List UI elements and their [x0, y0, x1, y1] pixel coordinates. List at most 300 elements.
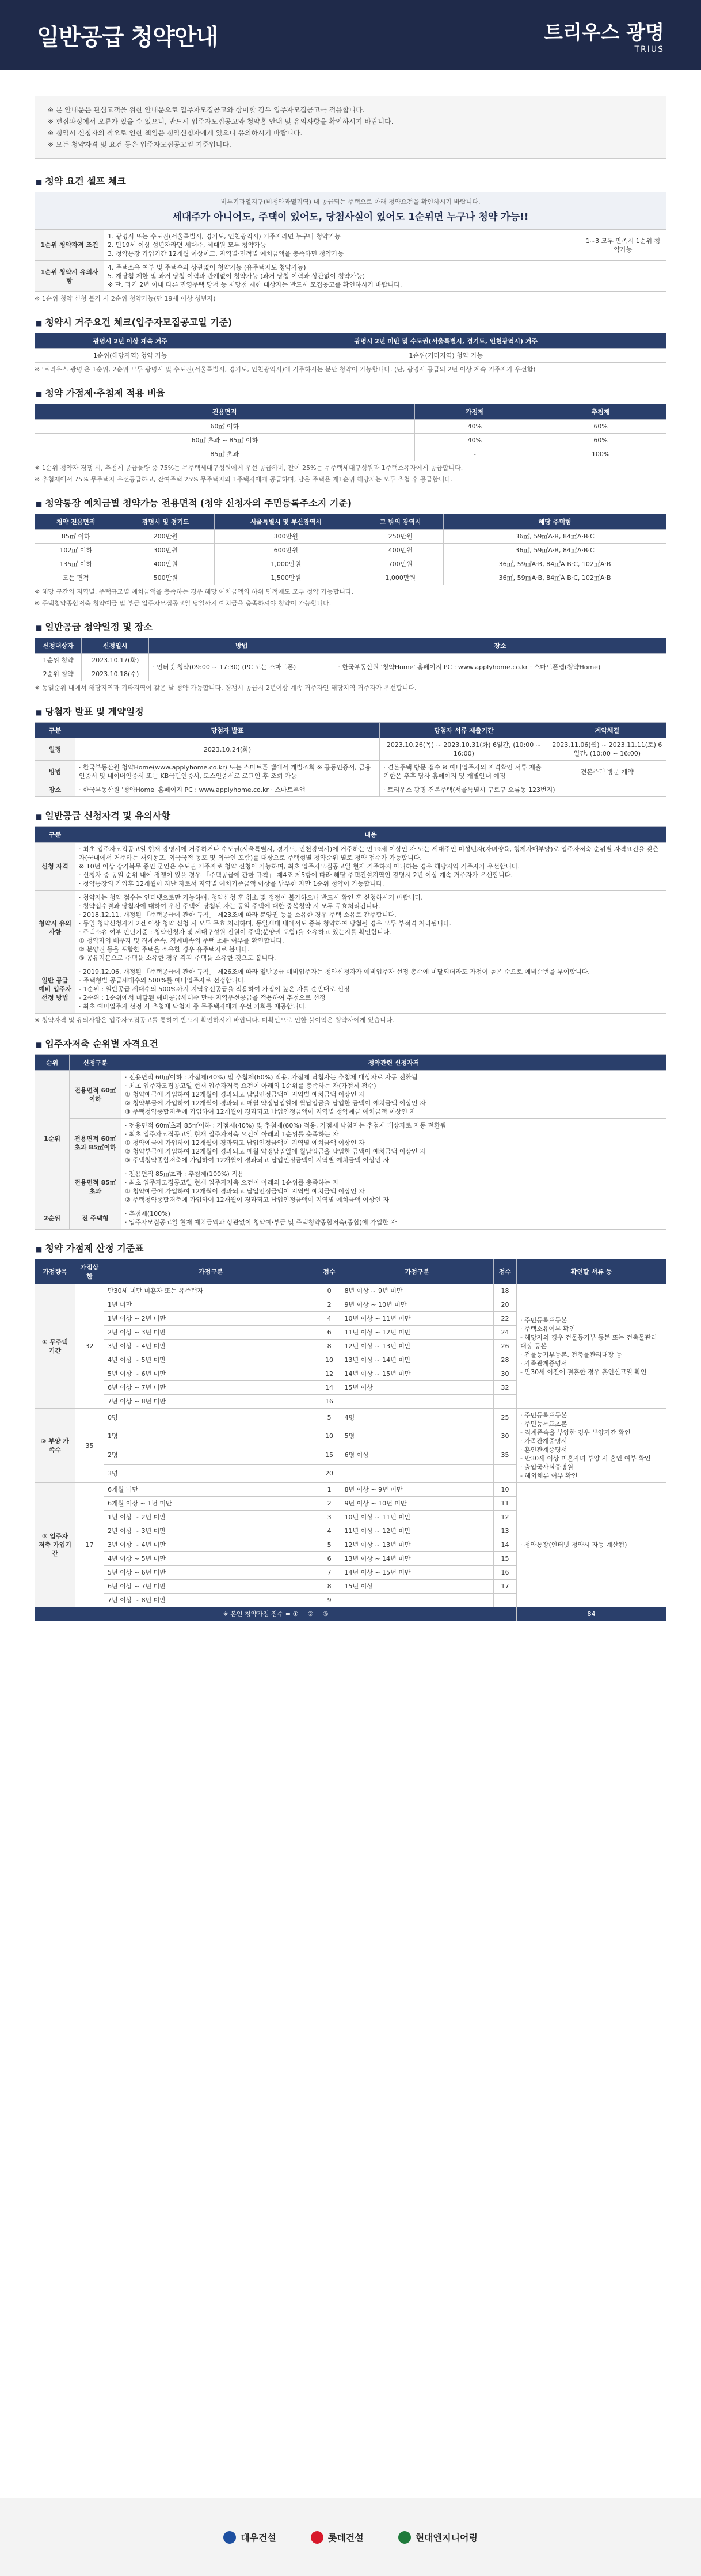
brand-name: 트리우스 광명 [544, 21, 664, 44]
table-cell: 60㎡ 초과 ~ 85㎡ 이하 [35, 434, 415, 447]
table-cell: 400만원 [117, 557, 214, 571]
table-row [35, 1167, 666, 1207]
doc-item: - 해당자의 경우 건물등기부 등본 또는 건축물관리대장 등본 [520, 1334, 657, 1350]
table-cell: 600만원 [214, 544, 357, 557]
score-range: 9년 이상 ~ 10년 미만 [341, 1497, 493, 1511]
score-docs [517, 1284, 666, 1409]
score-points: 4 [318, 1312, 341, 1326]
item: ③ 주택청약종합저축에 가입하여 12개월이 경과되고 납입인정금액이 지역별 예치금액 이상인 자 [125, 1156, 390, 1164]
column-header: 당첨자 발표 [75, 723, 380, 738]
column-header: 서울특별시 및 부산광역시 [214, 514, 357, 530]
score-range: 만30세 미만 미혼자 또는 유주택자 [104, 1284, 318, 1298]
score-points: 15 [494, 1552, 517, 1566]
score-range: 14년 이상 ~ 15년 미만 [341, 1566, 493, 1580]
logo-text: 현대엔지니어링 [415, 2532, 478, 2543]
doc-item: · 건물등기부등본, 건축물관리대장 등 [520, 1351, 622, 1359]
rank-label: 2순위 [35, 1207, 70, 1230]
score-range: 5년 이상 ~ 6년 미만 [104, 1367, 318, 1381]
score-max: 35 [75, 1409, 104, 1483]
row-content [104, 230, 580, 261]
score-range: 1년 미만 [104, 1298, 318, 1312]
column-header: 당첨자 서류 제출기간 [380, 723, 548, 738]
table-cell: 500만원 [117, 571, 214, 585]
score-range: 15년 이상 [341, 1580, 493, 1594]
rank-label: 1순위 [35, 1071, 70, 1207]
table-cell: 36㎡, 59㎡A·B, 84㎡A·B·C [444, 530, 666, 544]
section-marker-icon: ■ [36, 178, 43, 186]
item: · 청약자는 청약 접수는 인터넷으로만 가능하며, 청약신청 후 취소 및 정정이 불가하오니 반드시 확인 후 신청하시기 바랍니다. [79, 894, 423, 901]
table-cell: 36㎡, 59㎡A·B, 84㎡A·B·C [444, 544, 666, 557]
score-range: 4명 [341, 1409, 493, 1427]
total-row [35, 1607, 666, 1621]
eligibility-table [35, 229, 666, 292]
section-note: ※ 주택청약종합저축 청약예금 및 부금 입주자모집공고일 당일까지 예치금을 충족하셔야 청약이 가능합니다. [35, 600, 332, 607]
section-marker-icon: ■ [36, 1041, 43, 1049]
score-range: 3명 [104, 1464, 318, 1482]
score-points: 26 [494, 1340, 517, 1353]
place-cell: · 한국부동산원 '청약Home' 홈페이지 PC : www.applyhome.co.kr · 스마트폰앱(청약Home) [334, 654, 666, 681]
score-points: 4 [318, 1524, 341, 1538]
ratio-table [35, 404, 666, 461]
score-range: 1명 [104, 1427, 318, 1446]
score-points: 28 [494, 1353, 517, 1367]
score-range: 15년 이상 [341, 1381, 493, 1395]
score-points: 14 [318, 1381, 341, 1395]
table-cell: 1순위 청약 [35, 654, 82, 667]
table-cell: 200만원 [117, 530, 214, 544]
total-value: 84 [517, 1607, 666, 1621]
score-range: 8년 이상 ~ 9년 미만 [341, 1483, 493, 1497]
row-label: 일반 공급 예비 입주자 선정 방법 [35, 965, 75, 1014]
row-label: 청약시 유의 사항 [35, 891, 75, 965]
rank-table [35, 1054, 666, 1230]
table-row [35, 557, 666, 571]
score-points: 10 [494, 1483, 517, 1497]
score-range: 6년 이상 ~ 7년 미만 [104, 1580, 318, 1594]
score-points: 12 [318, 1367, 341, 1381]
item: · 최초 예비입주자 선정 시 추첨제 낙첨자 중 무주택자에게 우선 기회를 제공합니다. [79, 1003, 307, 1010]
page-header [0, 0, 701, 70]
table-cell: 40% [414, 420, 535, 434]
column-header: 청약관련 신청자격 [121, 1055, 666, 1071]
column-header: 그 밖의 광역시 [357, 514, 444, 530]
brand [544, 17, 664, 54]
item: - 주택형별 공급세대수의 500%를 예비입주자로 선정합니다. [79, 977, 246, 984]
item: ② 주택청약종합저축에 가입하여 12개월이 경과되고 납입인정금액이 지역별 예치금액 이상인 자 [125, 1196, 390, 1204]
score-points: 1 [318, 1483, 341, 1497]
table-row [35, 1071, 666, 1119]
score-range: 9년 이상 ~ 10년 미만 [341, 1298, 493, 1312]
doc-item: · 가족관계증명서 [520, 1360, 567, 1367]
section-title [35, 386, 666, 399]
score-row [35, 1284, 666, 1298]
score-points: 35 [494, 1446, 517, 1464]
section-note: ※ 추첨제에서 75% 무주택자 우선공급하고, 잔여주택 25% 무주택자와 1주택자에게 공급하며, 남은 주택은 제1순위 해당자는 모두 추첨 후 공급합니다. [35, 476, 453, 483]
table-row [35, 447, 666, 461]
score-points: 20 [318, 1464, 341, 1482]
table-cell: · 트리우스 광명 견본주택(서울특별시 구로구 오류동 123번지) [380, 783, 666, 797]
score-table [35, 1259, 666, 1621]
table-cell: 1순위(해당지역) 청약 가능 [35, 349, 226, 363]
score-item: ② 부양 가족수 [35, 1409, 75, 1483]
item: ① 청약자의 배우자 및 직계존속, 직계비속의 주택 소유 여부를 확인합니다. [79, 937, 284, 944]
column-header: 구분 [35, 827, 75, 843]
banner-headline: 세대주가 아니어도, 주택이 있어도, 당첨사실이 있어도 1순위면 누구나 청약 가능!! [172, 211, 529, 223]
score-range: 7년 이상 ~ 8년 미만 [104, 1594, 318, 1607]
doc-item: · 주민등록표초본 [520, 1420, 567, 1428]
score-points: 9 [318, 1594, 341, 1607]
item: ② 분양권 등을 포함한 주택을 소유한 경우 유주택자로 봅니다. [79, 946, 250, 953]
score-points: 13 [494, 1524, 517, 1538]
notice-line: ※ 본 안내문은 관심고객을 위한 안내문으로 입주자모집공고와 상이할 경우 입주자모집공고를 적용합니다. [48, 106, 365, 114]
score-points: 22 [494, 1312, 517, 1326]
score-points: 32 [494, 1381, 517, 1395]
section-title-text: 청약시 거주요건 체크(입주자모집공고일 기준) [45, 317, 233, 328]
table-row [35, 843, 666, 891]
item: 2. 만19세 이상 성년자라면 세대주, 세대원 모두 청약가능 [108, 241, 266, 249]
group-content [121, 1071, 666, 1119]
banner-subtext: 비투기과열지구(비청약과열지역) 내 공급되는 주택으로 아래 청약요건을 확인하시기 바랍니다. [220, 198, 481, 206]
table-row [35, 420, 666, 434]
score-range: 14년 이상 ~ 15년 미만 [341, 1367, 493, 1381]
score-points: 8 [318, 1580, 341, 1594]
eligibility-banner [35, 192, 666, 229]
group-label: 전 주택형 [70, 1207, 121, 1230]
table-cell: 일정 [35, 738, 75, 761]
group-label: 전용면적 60㎡초과 85㎡이하 [70, 1119, 121, 1167]
score-range: 12년 이상 ~ 13년 미만 [341, 1340, 493, 1353]
column-header: 광명시 2년 미만 및 수도권(서울특별시, 경기도, 인천광역시) 거주 [226, 333, 666, 349]
notice-line: ※ 편집과정에서 오류가 있을 수 있으니, 반드시 입주자모집공고와 청약홈 안내 및 유의사항을 확인하시기 바랍니다. [48, 117, 394, 126]
column-header: 가점구분 [341, 1259, 493, 1284]
item: - 1순위 : 일반공급 세대수의 500%까지 지역우선공급을 적용하여 가점이 높은 자를 순번대로 선정 [79, 985, 350, 993]
item: ※ 10년 이상 장기복무 중인 군인은 수도권 거주자로 청약 신청이 가능하며, 최초 입주자모집공고일 현재 거주하지 아니하는 경우 해당지역 거주자가 우선합니다. [79, 863, 520, 870]
table-cell: 40% [414, 434, 535, 447]
score-range: 2년 이상 ~ 3년 미만 [104, 1326, 318, 1340]
column-header: 광명시 및 경기도 [117, 514, 214, 530]
table-cell: · 한국부동산원 '청약Home' 홈페이지 PC : www.applyhome.co.kr · 스마트폰앱 [75, 783, 380, 797]
daewoo-logo-icon [223, 2531, 236, 2544]
doc-item: · 주택소유여부 확인 [520, 1325, 576, 1333]
table-row [35, 654, 666, 667]
lotte-logo-icon [311, 2531, 323, 2544]
score-range: 4년 이상 ~ 5년 미만 [104, 1353, 318, 1367]
score-range: 13년 이상 ~ 14년 미만 [341, 1552, 493, 1566]
score-range: 6개월 이상 ~ 1년 미만 [104, 1497, 318, 1511]
column-header: 해당 주택형 [444, 514, 666, 530]
item: ① 청약예금에 가입하여 12개월이 경과되고 납입인정금액이 지역별 예치금액 이상인 자 [125, 1091, 365, 1098]
table-cell: 36㎡, 59㎡A·B, 84㎡A·B·C, 102㎡A·B [444, 557, 666, 571]
score-points: 30 [494, 1367, 517, 1381]
doc-item: - 만30세 이상 미혼자녀 부양 시 혼인 여부 확인 [520, 1455, 651, 1462]
section-title [35, 315, 666, 328]
item: · 추첨제(100%) [125, 1210, 170, 1217]
table-row [35, 783, 666, 797]
section-note: ※ '트리우스 광명'은 1순위, 2순위 모두 광명시 및 수도권(서울특별시, 경기도, 인천광역시)에 거주하시는 분만 청약이 가능합니다. (단, 광명시 공급의 2년 이상 계속 거주자가 우선함) [35, 366, 536, 373]
score-range: 8년 이상 ~ 9년 미만 [341, 1284, 493, 1298]
score-points [494, 1594, 517, 1607]
score-points: 12 [494, 1511, 517, 1524]
section-title [35, 809, 666, 822]
item: · 최초 입주자모집공고일 현재 입주자저축 요건이 아래의 1순위를 충족하는 자(가점제 점수) [125, 1082, 376, 1090]
section-marker-icon: ■ [36, 708, 43, 716]
score-points: 11 [494, 1497, 517, 1511]
deposit-table [35, 514, 666, 585]
column-header: 전용면적 [35, 404, 415, 420]
table-row [35, 544, 666, 557]
score-points: 6 [318, 1326, 341, 1340]
score-docs [517, 1483, 666, 1607]
item: 1. 광명시 또는 수도권(서울특별시, 경기도, 인천광역시) 거주자라면 누구나 청약가능 [108, 233, 341, 240]
section-title-text: 청약통장 예치금별 청약가능 전용면적 (청약 신청자의 주민등록주소지 기준) [45, 498, 352, 509]
column-header: 방법 [149, 638, 334, 654]
score-points: 5 [318, 1409, 341, 1427]
item: · 전용면적 60㎡초과 85㎡이하 : 가점제(40%) 및 추첨제(60%) 적용, 가점제 낙첨자는 추첨제 대상자로 자동 전환됨 [125, 1122, 447, 1129]
column-header: 장소 [334, 638, 666, 654]
item: ① 청약예금에 가입하여 12개월이 경과되고 납입인정금액이 지역별 예치금액 이상인 자 [125, 1139, 365, 1147]
score-range: 11년 이상 ~ 12년 미만 [341, 1524, 493, 1538]
qualification-table [35, 826, 666, 1014]
table-cell: 60㎡ 이하 [35, 420, 415, 434]
section-marker-icon: ■ [36, 624, 43, 632]
score-max: 17 [75, 1483, 104, 1607]
section-marker-icon: ■ [36, 319, 43, 327]
logo-text: 롯데건설 [327, 2532, 364, 2543]
column-header: 가점구분 [104, 1259, 318, 1284]
doc-item: · 주민등록표등본 [520, 1317, 567, 1324]
table-cell: 2023.10.24(화) [75, 738, 380, 761]
section-title-text: 청약 가점제·추첨제 적용 비율 [45, 388, 165, 399]
column-header: 추첨제 [535, 404, 666, 420]
notice-line: ※ 청약시 신청자의 착오로 인한 책임은 청약신청자에게 있으니 유의하시기 바랍니다. [48, 129, 303, 137]
score-points: 15 [318, 1446, 341, 1464]
row-content [75, 891, 666, 965]
score-range: 1년 이상 ~ 2년 미만 [104, 1511, 318, 1524]
table-cell: · 한국부동산원 청약Home(www.applyhome.co.kr) 또는 스마트폰 앱에서 개별조회 ※ 공동인증서, 금융인증서 및 네이버인증서 또는 KB국민인증서, 토스인증서로 로그인 후 조회 가능 [75, 761, 380, 783]
row-content [75, 843, 666, 891]
doc-item: · 혼인관계증명서 [520, 1446, 567, 1454]
column-header: 가점항목 [35, 1259, 75, 1284]
section-marker-icon: ■ [36, 390, 43, 398]
item: - 2순위 : 1순위에서 미달된 예비공급세대수 만큼 지역우선공급을 적용하여 추첨으로 선정 [79, 994, 326, 1001]
table-cell: 모든 면적 [35, 571, 117, 585]
score-range: 6개월 미만 [104, 1483, 318, 1497]
section-note: ※ 해당 구간의 지역별, 주택규모별 예치금액을 충족하는 경우 해당 예치금액의 하위 면적에도 모두 청약 가능합니다. [35, 588, 353, 595]
section-title-text: 일반공급 청약일정 및 장소 [45, 621, 153, 632]
table-cell: 1,000만원 [214, 557, 357, 571]
item: ③ 공유지분으로 주택을 소유한 경우 각각 주택을 소유한 것으로 봅니다. [79, 954, 276, 962]
section-note: ※ 청약자격 및 유의사항은 입주자모집공고를 통하여 반드시 확인하시기 바랍니다. 미확인으로 인한 불이익은 청약자에게 있습니다. [35, 1016, 394, 1024]
column-header: 청약 전용면적 [35, 514, 117, 530]
row-result: 1~3 모두 만족시 1순위 청약가능 [580, 230, 666, 261]
section-note: ※ 동일순위 내에서 해당지역과 기타지역이 같은 날 청약 가능합니다. 경쟁시 공급시 2년이상 계속 거주자인 해당지역 거주자가 우선합니다. [35, 684, 417, 692]
score-points [494, 1464, 517, 1482]
table-cell: 85㎡ 초과 [35, 447, 415, 461]
column-header: 신청일시 [82, 638, 149, 654]
table-cell: 장소 [35, 783, 75, 797]
score-range [341, 1395, 493, 1409]
group-content [121, 1167, 666, 1207]
table-cell: 1,000만원 [357, 571, 444, 585]
section-marker-icon: ■ [36, 500, 43, 508]
score-range: 5명 [341, 1427, 493, 1446]
table-cell: 250만원 [357, 530, 444, 544]
table-cell: 2순위 청약 [35, 667, 82, 681]
table-cell: 2023.10.18(수) [82, 667, 149, 681]
score-docs [517, 1409, 666, 1483]
column-header: 순위 [35, 1055, 70, 1071]
column-header: 내용 [75, 827, 666, 843]
column-header: 광명시 2년 이상 계속 거주 [35, 333, 226, 349]
score-points: 10 [318, 1427, 341, 1446]
score-points: 14 [494, 1538, 517, 1552]
score-points: 20 [494, 1298, 517, 1312]
table-row [35, 571, 666, 585]
section-marker-icon: ■ [36, 813, 43, 821]
item: · 전용면적 85㎡초과 : 추첨제(100%) 적용 [125, 1170, 244, 1178]
section-title [35, 1037, 666, 1050]
table-cell: 2023.10.26(목) ~ 2023.10.31(화) 6일간, (10:00 ~ 16:00) [380, 738, 548, 761]
doc-item: · 가족관계증명서 [520, 1437, 567, 1445]
item: · 청약통장의 가입후 12개월이 지난 자로서 지역별 예치기준금액 이상을 납부한 자만 1순위 청약이 가능합니다. [79, 880, 384, 887]
column-header: 점수 [494, 1259, 517, 1284]
score-points: 24 [494, 1326, 517, 1340]
section-title-text: 청약 가점제 산정 기준표 [45, 1243, 144, 1254]
column-header: 계약체결 [548, 723, 666, 738]
column-header: 점수 [318, 1259, 341, 1284]
score-points: 8 [318, 1340, 341, 1353]
score-range: 1년 이상 ~ 2년 미만 [104, 1312, 318, 1326]
score-range [341, 1464, 493, 1482]
column-header: 신청대상자 [35, 638, 82, 654]
schedule-table [35, 638, 666, 681]
logo-daewoo [223, 2531, 276, 2544]
section-title-text: 일반공급 신청자격 및 유의사항 [45, 810, 170, 821]
table-cell: 2023.10.17(화) [82, 654, 149, 667]
score-points: 10 [318, 1353, 341, 1367]
table-row [35, 1119, 666, 1167]
group-label: 전용면적 85㎡초과 [70, 1167, 121, 1207]
item: · 신청자 중 동일 순위 내에 경쟁이 있을 경우 「주택공급에 관한 규칙」 제4조 제5항에 따라 해당 주택건설지역인 광명시 2년 이상 계속 거주자가 우선합니다. [79, 871, 513, 879]
score-range [341, 1594, 493, 1607]
table-cell: 2023.11.06(월) ~ 2023.11.11(토) 6일간, (10:00 ~ 16:00) [548, 738, 666, 761]
method-cell: · 인터넷 청약(09:00 ~ 17:30) (PC 또는 스마트폰) [149, 654, 334, 681]
table-cell: 방법 [35, 761, 75, 783]
group-content [121, 1207, 666, 1230]
hyundai-logo-icon [398, 2531, 411, 2544]
section-title-text: 청약 요건 셀프 체크 [45, 176, 126, 187]
section-title [35, 496, 666, 509]
score-range: 7년 이상 ~ 8년 미만 [104, 1395, 318, 1409]
score-range: 10년 이상 ~ 11년 미만 [341, 1511, 493, 1524]
score-range: 4년 이상 ~ 5년 미만 [104, 1552, 318, 1566]
notice-box [35, 96, 666, 159]
logo-lotte [311, 2531, 364, 2544]
score-points: 16 [318, 1395, 341, 1409]
score-points: 7 [318, 1566, 341, 1580]
section-title-text: 당첨자 발표 및 계약일정 [45, 706, 144, 717]
item: 4. 주택소유 여부 및 주택수와 상관없이 청약가능 (유주택자도 청약가능) [108, 264, 306, 271]
item: · 2018.12.11. 개정된 「주택공급에 관한 규칙」 제23조에 따라 분양권 등을 소유한 경우 주택 소유로 간주합니다. [79, 911, 397, 919]
section-title [35, 704, 666, 718]
doc-item: - 직계존속을 부양한 경우 부양기간 확인 [520, 1429, 631, 1436]
doc-item: · 청약통장(인터넷 청약시 자동 계산됨) [520, 1541, 627, 1549]
footer [0, 2498, 701, 2576]
item: 3. 청약통장 가입기간 12개월 이상이고, 지역별·면적별 예치금액을 충족하면 청약가능 [108, 250, 344, 257]
score-range: 10년 이상 ~ 11년 미만 [341, 1312, 493, 1326]
table-cell: 견본주택 방문 계약 [548, 761, 666, 783]
score-range: 3년 이상 ~ 4년 미만 [104, 1340, 318, 1353]
section-title [35, 620, 666, 633]
brand-subname: TRIUS [634, 44, 664, 54]
score-points: 25 [494, 1409, 517, 1427]
table-cell: 60% [535, 434, 666, 447]
score-points: 16 [494, 1566, 517, 1580]
column-header: 확인할 서류 등 [517, 1259, 666, 1284]
score-points: 2 [318, 1298, 341, 1312]
item: · 청약접수결과 당첨자에 대하여 우선 주택에 당첨된 자는 동일 주택에 대한 중복청약 시 모두 무효처리됩니다. [79, 902, 380, 910]
score-points: 6 [318, 1552, 341, 1566]
table-cell: 135㎡ 이하 [35, 557, 117, 571]
table-cell: 100% [535, 447, 666, 461]
column-header: 신청구분 [70, 1055, 121, 1071]
table-cell: 36㎡, 59㎡A·B, 84㎡A·B·C, 102㎡A·B [444, 571, 666, 585]
doc-item: · 주민등록표등본 [520, 1412, 567, 1419]
table-cell: 1,500만원 [214, 571, 357, 585]
section-title [35, 174, 666, 187]
group-content [121, 1119, 666, 1167]
total-label: ※ 본인 청약가점 점수 = ① + ② + ③ [35, 1607, 517, 1621]
section-title [35, 1241, 666, 1254]
page-title: 일반공급 청약안내 [37, 24, 218, 51]
score-range: 11년 이상 ~ 12년 미만 [341, 1326, 493, 1340]
logo-hyundai [398, 2531, 478, 2544]
score-range: 2년 이상 ~ 3년 미만 [104, 1524, 318, 1538]
item: ※ 단, 과거 2년 이내 다른 민영주택 당첨 등 재당첨 제한 대상자는 반드시 모집공고를 확인하시기 바랍니다. [108, 281, 402, 289]
item: · 입주자모집공고일 현재 예치금액과 상관없이 청약예·부금 및 주택청약종합저축(종합)에 가입한 자 [125, 1219, 397, 1226]
row-content [104, 261, 666, 292]
table-cell: 85㎡ 이하 [35, 530, 117, 544]
score-range: 2명 [104, 1446, 318, 1464]
item: · 전용면적 60㎡이하 : 가점제(40%) 및 추첨제(60%) 적용, 가점제 낙첨자는 추첨제 대상자로 자동 전환됨 [125, 1073, 418, 1081]
item: · 2019.12.06. 개정된 「주택공급에 관한 규칙」 제26조에 따라 일반공급 예비입주자는 청약신청자가 예비입주자 선정 총수에 미달되더라도 가점이 높은 순으로 예비순번을 부여합니다. [79, 968, 590, 976]
table-cell: 300만원 [214, 530, 357, 544]
table-cell: 102㎡ 이하 [35, 544, 117, 557]
residency-table [35, 333, 666, 363]
table-row [35, 738, 666, 761]
row-label: 1순위 청약자격 조건 [35, 230, 104, 261]
score-max: 32 [75, 1284, 104, 1409]
score-range: 13년 이상 ~ 14년 미만 [341, 1353, 493, 1367]
table-cell: 1순위(기타지역) 청약 가능 [226, 349, 666, 363]
table-cell: · 견본주택 방문 접수 ※ 예비입주자의 자격확인 서류 제출기한은 추후 당사 홈페이지 및 개별안내 예정 [380, 761, 548, 783]
group-label: 전용면적 60㎡이하 [70, 1071, 121, 1119]
table-row [35, 965, 666, 1014]
item: · 주택소유 여부 판단기준 : 청약신청자 및 세대구성원 전원이 주택(분양권 포함)을 소유하고 있는지를 확인합니다. [79, 928, 391, 936]
score-points: 3 [318, 1511, 341, 1524]
table-row [35, 761, 666, 783]
item: ③ 주택청약종합저축에 가입하여 12개월이 경과되고 납입인정금액이 지역별 청약예금 예치금액 이상인 자 [125, 1108, 416, 1116]
score-points: 0 [318, 1284, 341, 1298]
row-label: 1순위 청약시 유의사항 [35, 261, 104, 292]
score-range: 6명 이상 [341, 1446, 493, 1464]
table-row [35, 891, 666, 965]
score-range: 5년 이상 ~ 6년 미만 [104, 1566, 318, 1580]
score-range: 3년 이상 ~ 4년 미만 [104, 1538, 318, 1552]
row-label: 신청 자격 [35, 843, 75, 891]
table-cell: 400만원 [357, 544, 444, 557]
score-points: 5 [318, 1538, 341, 1552]
